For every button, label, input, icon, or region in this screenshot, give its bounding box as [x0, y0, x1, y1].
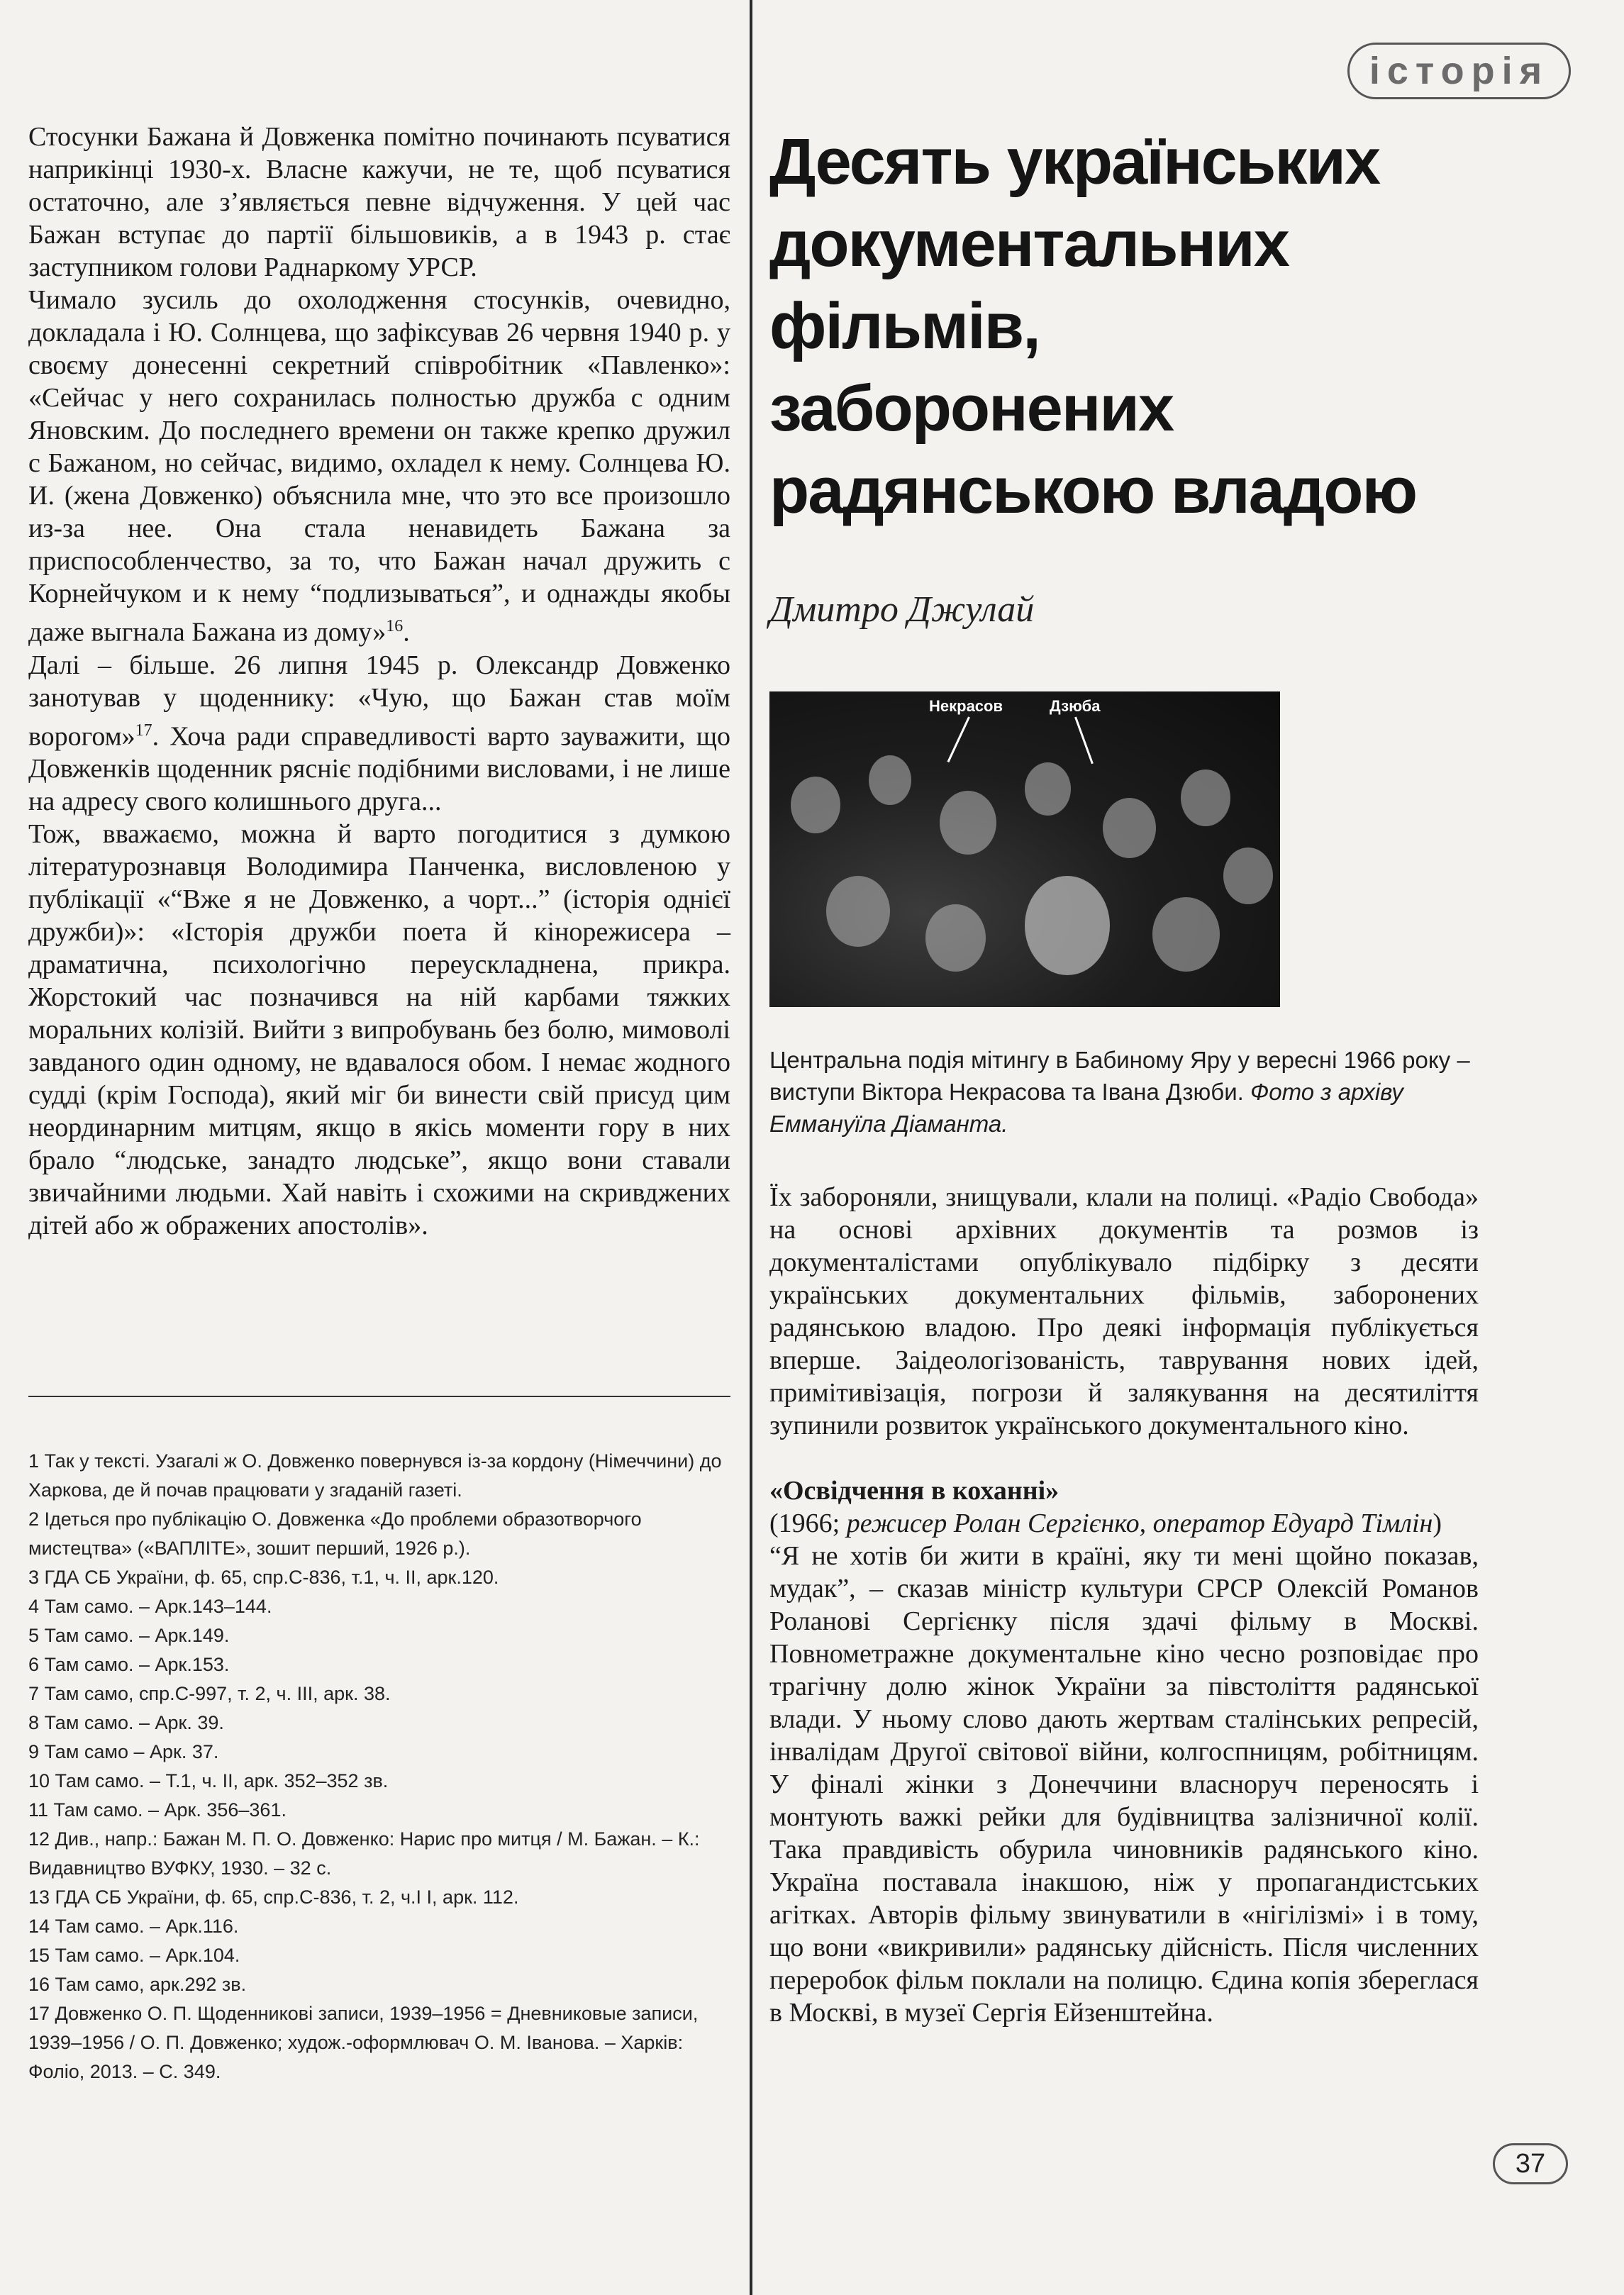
right-column [769, 1181, 1479, 2029]
film-title: «Освідчення в коханні» [769, 1476, 1060, 1506]
paragraph: Стосунки Бажана й Довженка помітно починають псуватися наприкінці 1930-х. Власне кажучи, не те, щоб псуватися остаточно, але з’являється певне відчуження. У цей час Бажан вступає до партії більшовиків, а в 1943 р. стає заступником голови Раднаркому УРСР. [28, 122, 730, 282]
footnote: 9 Там само – Арк. 37. [28, 1741, 219, 1762]
column-divider [750, 0, 752, 2295]
footnote: 11 Там само. – Арк. 356–361. [28, 1799, 287, 1821]
footnote: 6 Там само. – Арк.153. [28, 1654, 230, 1675]
caption-credit: Фото з архіву Еммануїла Діаманта. [769, 1079, 1403, 1137]
section-tag: історія [1347, 43, 1571, 99]
footnote: 1 Так у тексті. Узагалі ж О. Довженко повернувся із-за кордону (Німеччини) до Харкова, де й почав працювати у згаданій газеті. [28, 1450, 727, 1501]
intro-paragraph: Їх забороняли, знищували, клали на полиці. «Радіо Свобода» на основі архівних документів та розмов із документалістами опублікувало підбірку з десяти українських документальних фільмів, заборонених радянською владою. Про деякі інформація публікується вперше. Заідеологізованість, таврування нових ідей, примітивізація, погрози й залякування на десятиліття зупинили розвиток українського документального кіно. [769, 1182, 1479, 1440]
footnote: 14 Там само. – Арк.116. [28, 1916, 239, 1937]
caption-text: Центральна подія мітингу в Бабиному Яру у вересні 1966 року – виступи Віктора Некрасова та Івана Дзюби. [769, 1047, 1470, 1105]
footnote: 7 Там само, спр.С-997, т. 2, ч. ІІІ, арк. 38. [28, 1683, 391, 1704]
footnote: 16 Там само, арк.292 зв. [28, 1974, 247, 1995]
photo-caption [769, 1044, 1479, 1140]
footnote: 2 Ідеться про публікацію О. Довженка «До проблеми образотворчого мистецтва» («ВАПЛІТЕ», зошит перший, 1926 р.). [28, 1508, 647, 1559]
footnote: 13 ГДА СБ України, ф. 65, спр.С-836, т. 2, ч.І І, арк. 112. [28, 1886, 519, 1908]
arrow-icon [1074, 716, 1094, 764]
headline-line: заборонених [769, 372, 1174, 445]
left-column [28, 121, 730, 1242]
author-byline: Дмитро Джулай [769, 589, 1035, 630]
headline-line: Десять українських [769, 126, 1380, 198]
footnote: 10 Там само. – Т.1, ч. ІІ, арк. 352–352 зв. [28, 1770, 389, 1791]
footnote: 3 ГДА СБ України, ф. 65, спр.С-836, т.1, ч. ІІ, арк.120. [28, 1567, 499, 1588]
paragraph: Чимало зусиль до охолодження стосунків, очевидно, докладала і Ю. Солнцева, що зафіксував 26 червня 1940 р. у своєму донесенні секретний співробітник «Павленко»: «Сейчас у него сохранилась полностью дружба с одним Яновским. До последнего времени он также крепко дружил с Бажаном, но сейчас, видимо, охладел к нему. Солнцева Ю. И. (жена Довженко) объяснила мне, что это все произошло из-за нее. Она стала ненавидеть Бажана за приспособленчество, за то, что Бажан начал дружить с Корнейчуком и к нему “подлизываться”, и однажды якобы даже выгнала Бажана из дому»$^{16}$. [28, 285, 730, 648]
footnote: 5 Там само. – Арк.149. [28, 1625, 230, 1646]
footnote-ref[interactable]: 17 [135, 721, 152, 740]
paragraph: Далі – більше. 26 липня 1945 р. Олександр Довженко занотував у щоденнику: «Чую, що Бажан став моїм ворогом»$^{17}$. Хоча ради справедливості варто зауважити, що Довженків щоденник ряснiє подібними висловами, і не лише на адресу свого колишнього друга... [28, 650, 730, 817]
arrow-icon [947, 716, 970, 762]
headline-line: радянською владою [769, 455, 1417, 527]
headline-line: фільмів, [769, 290, 1040, 362]
photo-label-dziuba: Дзюба [1050, 697, 1101, 715]
footnote-ref[interactable]: 16 [386, 617, 404, 635]
footnote: 15 Там само. – Арк.104. [28, 1945, 240, 1966]
film-description: “Я не хотів би жити в країні, яку ти мені щойно показав, мудак”, – сказав міністр культури СРСР Олексій Романов Роланові Сергієнку після здачі фільму в Москві. Повнометражне документальне кіно чесно розповідає про трагічну долю жінок України за півстоліття радянської влади. У ньому слово дають жертвам сталінських репресій, інвалідам Другої світової війни, колгоспницям, робітницям. У фіналі жінки з Донеччини власноруч переносять і монтують важкі рейки для будівництва залізничної колії. Така правдивість обурила чиновників радянського кіно. Україна поставала інакшою, ніж у пропагандистських агітках. Авторів фільму звинуватили в «нігілізмі» і в тому, що вони «викривили» радянську дійсність. Після численних переробок фільм поклали на полицю. Єдина копія збереглася в Москві, в музеї Сергія Ейзенштейна. [769, 1541, 1479, 2028]
article-headline [769, 121, 1479, 532]
film-credits: (1966; режисер Ролан Сергієнко, оператор Едуард Тімлін) [769, 1508, 1442, 1538]
photo-label-nekrasov: Некрасов [929, 697, 1003, 715]
crowd-photo [769, 691, 1280, 1007]
footnotes [28, 1447, 730, 2086]
headline-line: документальних [769, 208, 1289, 280]
page-number: 37 [1493, 2143, 1568, 2184]
footnote: 12 Див., напр.: Бажан М. П. О. Довженко: Нарис про митця / М. Бажан. – К.: Видавництво ВУФКУ, 1930. – 32 с. [28, 1828, 706, 1879]
footnote: 8 Там само. – Арк. 39. [28, 1712, 224, 1733]
footnote: 4 Там само. – Арк.143–144. [28, 1596, 272, 1617]
paragraph: Тож, вважаємо, можна й варто погодитися з думкою літературознавця Володимира Панченка, висловленою у публікації «“Вже я не Довженко, а чорт...” (історія однієї дружби)»: «Історія дружби поета й кінорежисера – драматична, психологічно переускладнена, прикра. Жорстокий час позначився на ній карбами тяжких моральних колізій. Вийти з випробувань без болю, мимоволі завданого один одному, не вдавалося обом. І немає жодного судді (крім Господа), який міг би винести свій присуд цим неординарним митцям, якщо в якісь моменти гору в них брало “людське, занадто людське”, якщо вони ставали звичайними людьми. Хай навіть і схожими на скривджених дітей або ж ображених апостолів». [28, 819, 730, 1241]
footnote: 17 Довженко О. П. Щоденникові записи, 1939–1956 = Дневниковые записи, 1939–1956 / О. П. Довженко; худож.-оформлювач О. М. Іванова. – Харків: Фоліо, 2013. – С. 349. [28, 2003, 703, 2082]
footnote-rule [28, 1396, 730, 1397]
